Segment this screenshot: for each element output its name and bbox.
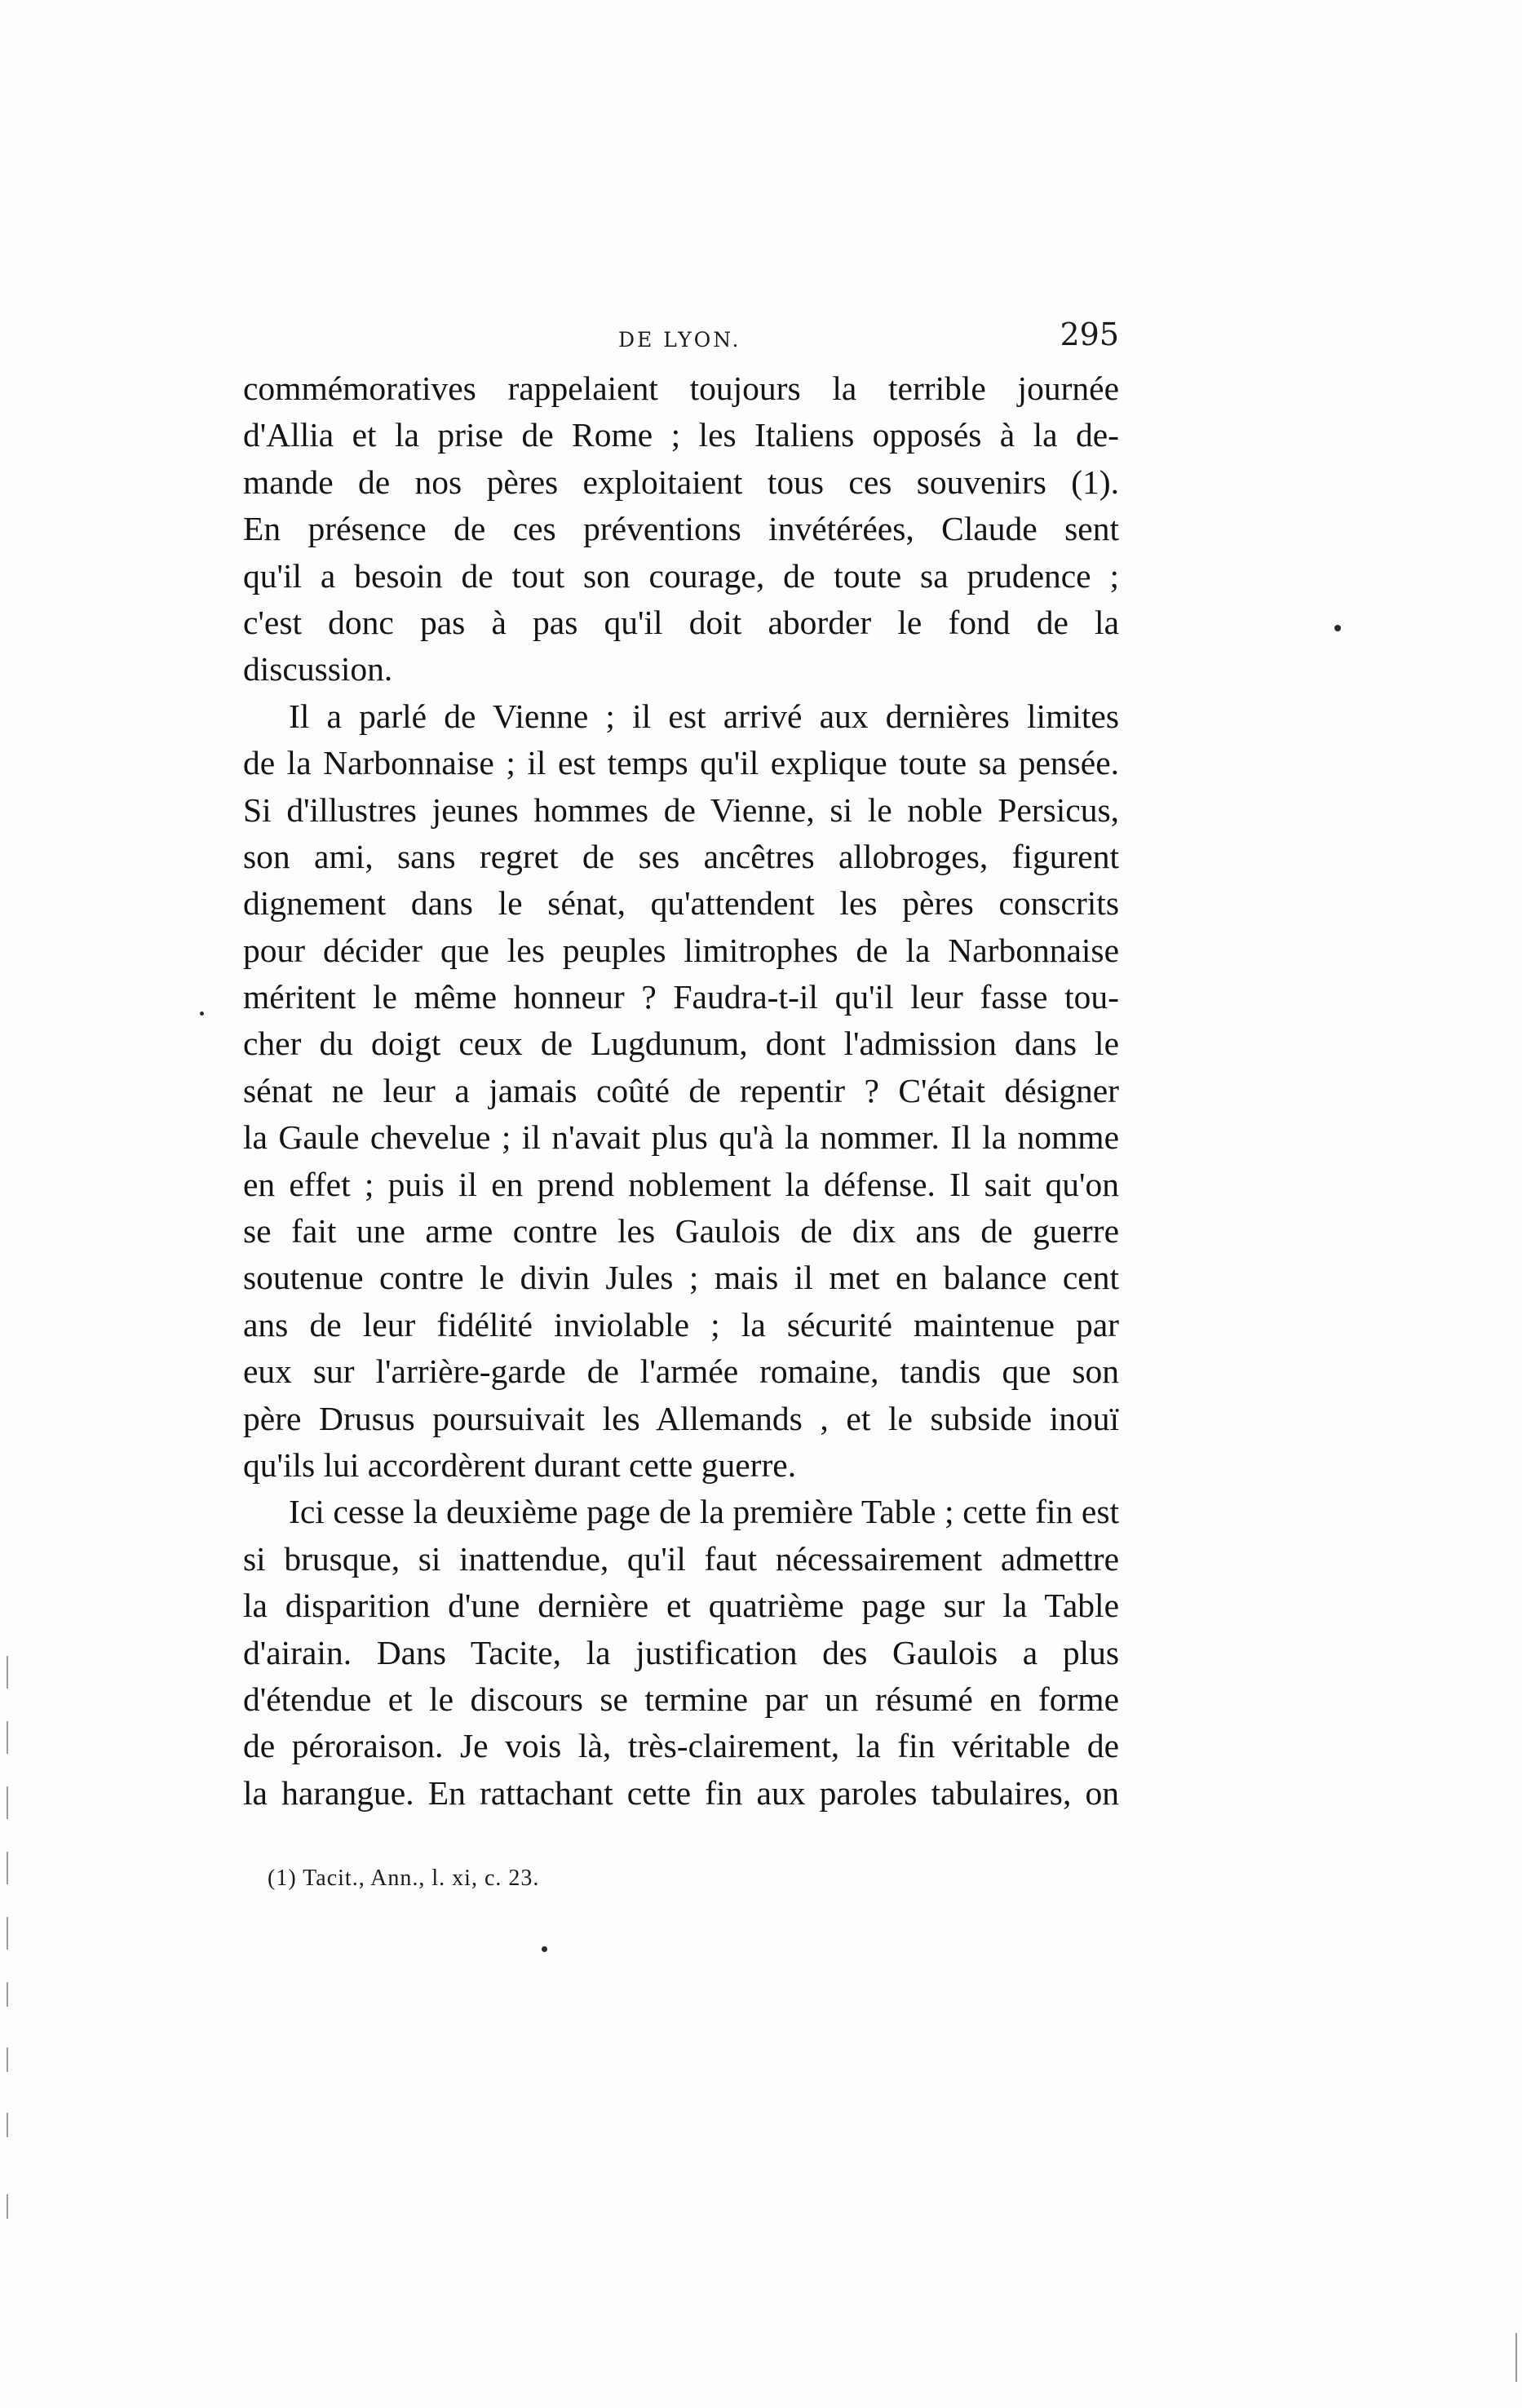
page-number: 295: [1060, 316, 1119, 352]
scan-margin-mark: [1515, 2333, 1517, 2382]
text-line: pour décider que les peuples limitrophes de la Narbonnaise: [243, 931, 1119, 969]
text-line: qu'ils lui accordèrent durant cette guerre.: [243, 1445, 797, 1484]
text-line: qu'il a besoin de tout son courage, de toute sa prudence ;: [243, 556, 1119, 595]
text-line: de la Narbonnaise ; il est temps qu'il explique toute sa pensée.: [243, 744, 1119, 782]
scan-margin-mark: [7, 1656, 8, 1689]
text-line: c'est donc pas à pas qu'il doit aborder le fond de la: [243, 603, 1119, 641]
text-line: d'airain. Dans Tacite, la justification des Gaulois a plus: [243, 1633, 1119, 1671]
scan-margin-mark: [7, 2194, 8, 2219]
scan-speck: [200, 1011, 204, 1016]
scan-margin-mark: [7, 1852, 8, 1884]
scan-margin-mark: [7, 1917, 8, 1950]
scan-speck: [1334, 625, 1341, 631]
text-line: se fait une arme contre les Gaulois de dix ans de guerre: [243, 1212, 1119, 1250]
text-line: la disparition d'une dernière et quatrième page sur la Table: [243, 1587, 1119, 1625]
paragraph-2: [243, 693, 1119, 1490]
text-line: son ami, sans regret de ses ancêtres allobroges, figurent: [243, 837, 1119, 875]
text-line: d'Allia et la prise de Rome ; les Italiens opposés à la de-: [243, 416, 1119, 454]
text-line: Ici cesse la deuxième page de la première Table ; cette fin est: [289, 1493, 1119, 1531]
text-line: en effet ; puis il en prend noblement la défense. Il sait qu'on: [243, 1165, 1119, 1203]
footnote: (1) Tacit., Ann., l. xi, c. 23.: [268, 1866, 540, 1891]
page-header: [243, 316, 1119, 357]
paragraph-1: [243, 365, 1119, 693]
scan-margin-mark: [7, 1982, 8, 2007]
text-line: dignement dans le sénat, qu'attendent les pères conscrits: [243, 884, 1119, 923]
text-line: de péroraison. Je vois là, très-clairement, la fin véritable de: [243, 1727, 1119, 1765]
scan-margin-mark: [7, 2113, 8, 2137]
scan-speck: [542, 1946, 547, 1952]
text-line: méritent le même honneur ? Faudra-t-il qu'il leur fasse tou-: [243, 978, 1119, 1016]
text-line: si brusque, si inattendue, qu'il faut nécessairement admettre: [243, 1539, 1119, 1578]
scan-margin-mark: [7, 1786, 8, 1819]
text-line: Il a parlé de Vienne ; il est arrivé aux dernières limites: [289, 697, 1119, 735]
text-line: discussion.: [243, 650, 393, 688]
text-line: cher du doigt ceux de Lugdunum, dont l'admission dans le: [243, 1025, 1119, 1063]
body-text: [243, 365, 1119, 1817]
scan-margin-mark: [7, 1721, 8, 1754]
text-line: ans de leur fidélité inviolable ; la sécurité maintenue par: [243, 1305, 1119, 1343]
running-head: DE LYON.: [618, 328, 741, 352]
text-line: soutenue contre le divin Jules ; mais il met en balance cent: [243, 1259, 1119, 1297]
text-line: En présence de ces préventions invétérées, Claude sent: [243, 510, 1119, 548]
text-line: eux sur l'arrière-garde de l'armée romaine, tandis que son: [243, 1352, 1119, 1391]
paragraph-3: [243, 1489, 1119, 1817]
text-line: sénat ne leur a jamais coûté de repentir ? C'était désigner: [243, 1071, 1119, 1109]
text-line: Si d'illustres jeunes hommes de Vienne, si le noble Persicus,: [243, 790, 1119, 829]
text-line: d'étendue et le discours se termine par un résumé en forme: [243, 1680, 1119, 1718]
text-line: la harangue. En rattachant cette fin aux paroles tabulaires, on: [243, 1773, 1119, 1812]
scan-margin-mark: [7, 2047, 8, 2072]
text-line: commémoratives rappelaient toujours la terrible journée: [243, 370, 1119, 407]
text-line: père Drusus poursuivait les Allemands , et le subside inouï: [243, 1399, 1119, 1437]
text-line: la Gaule chevelue ; il n'avait plus qu'à la nommer. Il la nomme: [243, 1118, 1119, 1157]
text-line: mande de nos pères exploitaient tous ces souvenirs (1).: [243, 463, 1119, 501]
